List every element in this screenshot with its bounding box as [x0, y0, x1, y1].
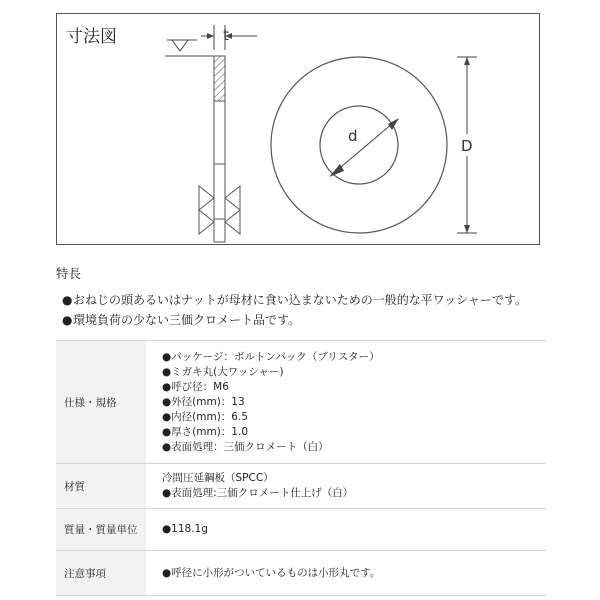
spec-table: [56, 340, 546, 596]
row-value: [146, 341, 546, 464]
row-label: 材質: [56, 464, 146, 509]
spec-line: ●内径(mm)：6.5: [162, 410, 249, 423]
spec-line: ●外径(mm)：13: [162, 395, 245, 408]
table-row-notes: [56, 551, 546, 596]
features-heading: 特長: [56, 266, 82, 281]
spec-line: ●厚さ(mm)：1.0: [162, 425, 249, 438]
spec-line: ●表面処理：三価クロメート（白）: [162, 440, 329, 453]
table-row-material: [56, 464, 546, 509]
feature-text: おねじの頭あるいはナットが母材に食い込まないための一般的な平ワッシャーです。: [73, 293, 527, 307]
spec-line: ●パッケージ：ボルトンパック（ブリスター）: [162, 350, 380, 363]
datum-mark: [165, 40, 214, 56]
row-value: [146, 509, 546, 551]
table-row-specifications: [56, 341, 546, 464]
thickness-dimension: [201, 25, 257, 50]
spec-line: ●呼び径：M6: [162, 380, 229, 393]
spec-line: 冷間圧延鋼板（SPCC）: [162, 472, 274, 484]
spec-line: ●表面処理:三価クロメート仕上げ（白）: [162, 487, 354, 499]
bullet-icon: ●: [62, 293, 73, 307]
seat-arrows: [199, 186, 240, 234]
bullet-icon: ●: [62, 312, 73, 327]
dimension-diagram: [56, 13, 540, 245]
row-value: [146, 551, 546, 596]
row-label: 仕様・規格: [56, 341, 146, 464]
table-row-mass: [56, 509, 546, 551]
inner-diameter-label: d: [348, 127, 358, 145]
outer-diameter-dimension: [457, 57, 477, 233]
row-label: 質量・質量単位: [56, 509, 146, 551]
washer-side-view: [214, 56, 225, 242]
thickness-label: t: [223, 26, 229, 44]
feature-text: 環境負荷の少ない三価クロメート品です。: [73, 312, 301, 327]
diagram-title: 寸法図: [66, 27, 117, 47]
feature-item: [62, 311, 527, 331]
washer-drawing: [57, 14, 541, 246]
feature-list: [62, 291, 527, 330]
spec-line: ●ミガキ丸(大ワッシャー): [162, 365, 284, 378]
outer-diameter-label: D: [461, 137, 473, 155]
spec-line: ●呼径に小形がついているものは小形丸です。: [162, 566, 381, 579]
row-label: 注意事項: [56, 551, 146, 596]
feature-item: [62, 291, 527, 311]
washer-front-view: [271, 57, 447, 233]
spec-line: ●118.1g: [162, 523, 208, 535]
row-value: [146, 464, 546, 509]
